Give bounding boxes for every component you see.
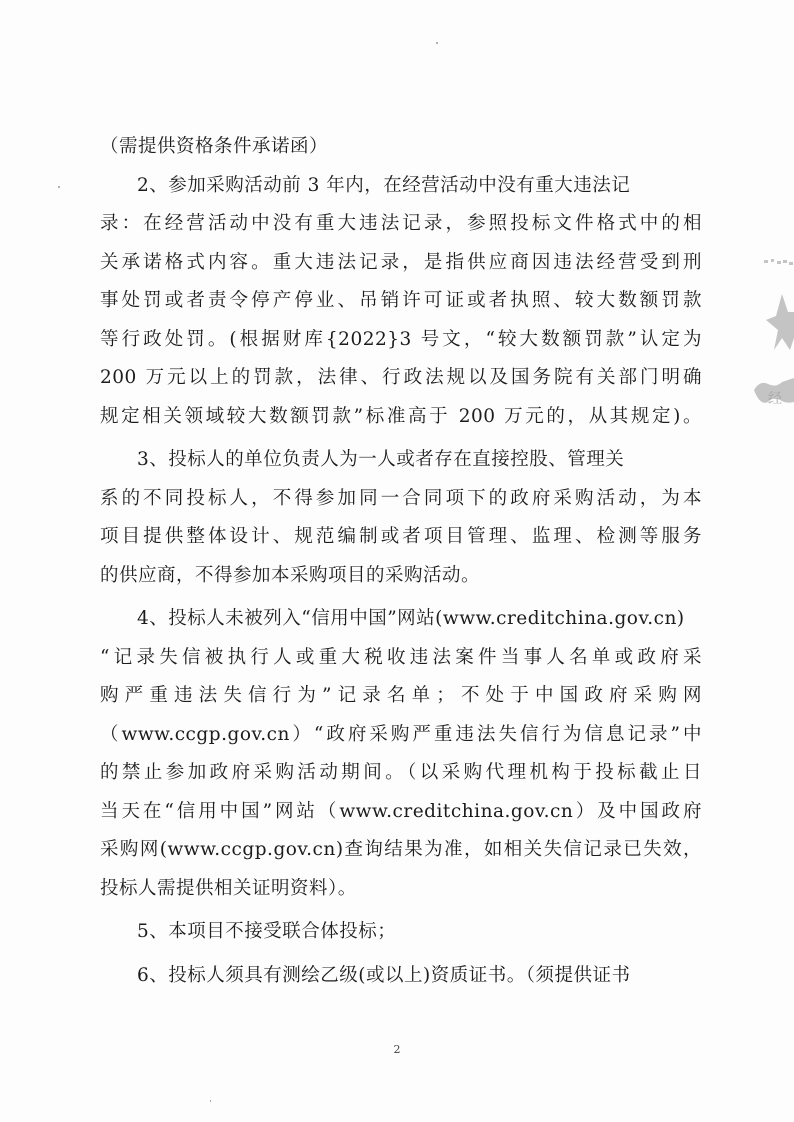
- text-line: 关承诺格式内容。重大违法记录，是指供应商因违法经营受到刑: [100, 251, 702, 273]
- text-line: 5、本项目不接受联合体投标；: [137, 921, 397, 942]
- text-line: 6、投标人须具有测绘乙级(或以上)资质证书。（须提供证书: [137, 964, 631, 986]
- text-line: 当天在“信用中国”网站（www.creditchina.gov.cn）及中国政府: [100, 800, 702, 822]
- text-line: 4、投标人未被列入“信用中国”网站(www.creditchina.gov.cn): [137, 608, 685, 629]
- text-line: 规定相关领域较大数额罚款”标准高于 200 万元的，从其规定)。: [100, 405, 702, 427]
- text-line: 200 万元以上的罚款，法律、行政法规以及国务院有关部门明确: [100, 367, 702, 388]
- scan-speck: [58, 186, 60, 188]
- text-line: 采购网(www.ccgp.gov.cn)查询结果为准，如相关失信记录已失效，: [100, 839, 702, 860]
- text-line: （需提供资格条件承诺函）: [100, 136, 329, 157]
- stamp-text: 经: [768, 391, 782, 407]
- text-line: 3、投标人的单位负责人为一人或者存在直接控股、管理关: [137, 449, 625, 470]
- text-line: 系的不同投标人，不得参加同一合同项下的政府采购活动，为本: [100, 487, 702, 509]
- text-line: 的禁止参加政府采购活动期间。（以采购代理机构于投标截止日: [100, 762, 702, 783]
- text-line: 的供应商，不得参加本采购项目的采购活动。: [100, 564, 481, 586]
- text-line: 购严重违法失信行为”记录名单；不处于中国政府采购网: [100, 685, 702, 706]
- text-line: 录：在经营活动中没有重大违法记录，参照投标文件格式中的相: [100, 213, 702, 234]
- text-line: 等行政处罚。(根据财库{2022}3 号文，“较大数额罚款”认定为: [100, 328, 702, 350]
- text-line: （www.ccgp.gov.cn）“政府采购严重违法失信行为信息记录”中: [100, 723, 702, 745]
- text-line: 事处罚或者责令停产停业、吊销许可证或者执照、较大数额罚款: [100, 290, 702, 311]
- scan-speck: [436, 42, 438, 44]
- text-line: 投标人需提供相关证明资料）。: [100, 877, 357, 899]
- text-line: “记录失信被执行人或重大税收违法案件当事人名单或政府采: [100, 646, 702, 668]
- scan-speck: [210, 1100, 211, 1102]
- text-line: 2、参加采购活动前 3 年内，在经营活动中没有重大违法记: [137, 174, 631, 196]
- seal-stamp-fragment: [746, 240, 794, 420]
- seal-stamp-graphic: [746, 240, 794, 420]
- page-number: 2: [393, 1043, 401, 1056]
- body-text: [100, 128, 702, 995]
- text-line: 项目提供整体设计、规范编制或者项目管理、监理、检测等服务: [100, 526, 702, 547]
